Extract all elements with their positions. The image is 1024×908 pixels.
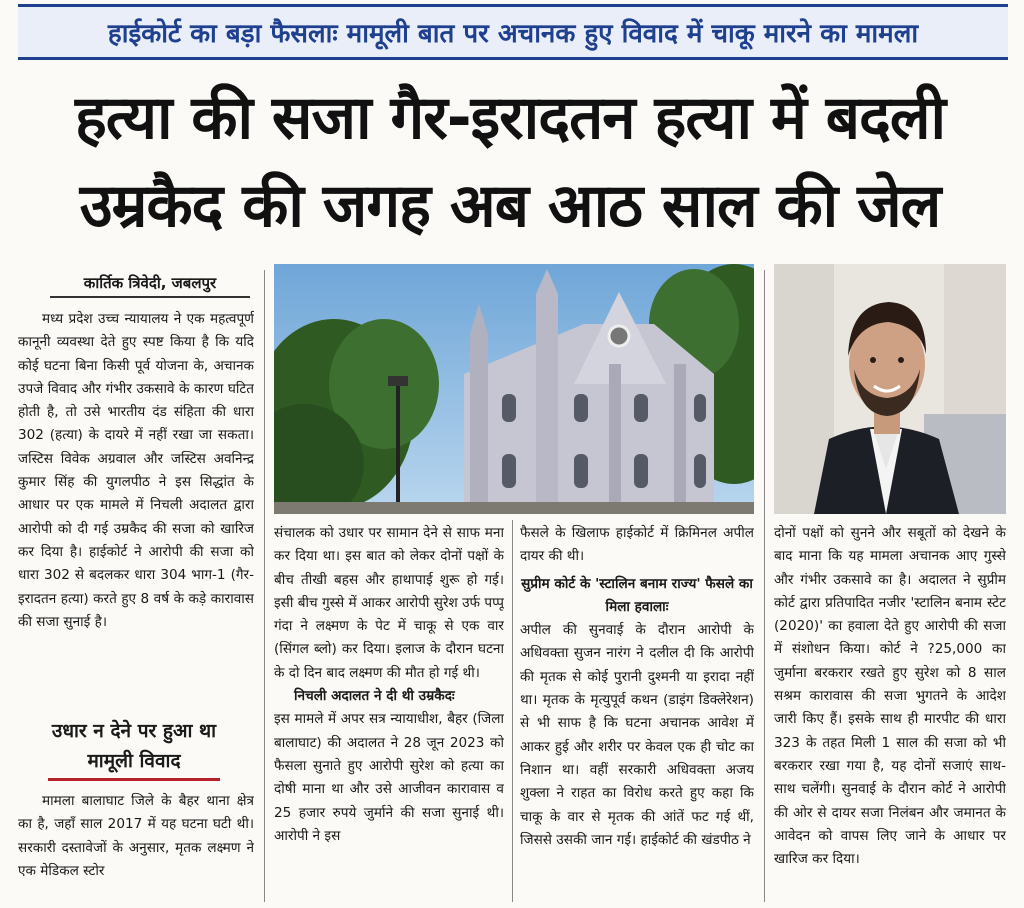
court-building-image <box>274 264 754 514</box>
supreme-court-subhead: सुप्रीम कोर्ट के 'स्टालिन बनाम राज्य' फैसले का मिला हवालाः <box>521 575 753 615</box>
byline: कार्तिक त्रिवेदी, जबलपुर <box>50 270 250 298</box>
court-building-photo <box>274 264 754 514</box>
advocate-portrait-image <box>774 264 1006 514</box>
column-divider <box>512 520 513 902</box>
subhead-line1: उधार न देने पर हुआ था <box>51 720 217 742</box>
article-column-2 <box>274 522 504 902</box>
column2-paragraph1: संचालक को उधार पर सामान देने से साफ मना कर दिया था। इस बात को लेकर दोनों पक्षों के बीच तीखी बहस और हाथापाई शुरू हो गई। इसी बीच गुस्से में आकर आरोपी सुरेश उर्फ पप्पू गंदा ने लक्ष्मण के पेट में चाकू से एक वार (सिंगल ब्लो) कर दिया। इलाज के दौरान घटना के दो दिन बाद लक्ष्मण की मौत हो गई थी। <box>274 525 504 681</box>
column3-paragraph1: फैसले के खिलाफ हाईकोर्ट में क्रिमिनल अपील दायर की थी। <box>520 525 754 565</box>
subhead-rule <box>48 778 220 781</box>
advocate-portrait-photo <box>774 264 1006 514</box>
article-column-4 <box>774 522 1006 902</box>
column2-paragraph2: इस मामले में अपर सत्र न्यायाधीश, बैहर (जिला बालाघाट) की अदालत ने 28 जून 2023 को फैसला सुनाते हुए आरोपी सुरेश को हत्या का दोषी माना था और उसे आजीवन कारावास व 25 हजार रुपये जुर्माने की सजा सुनाई थी। आरोपी ने इस <box>274 711 504 844</box>
main-headline-line2: उम्रकैद की जगह अब आठ साल की जेल <box>79 171 941 241</box>
article-column-1-bottom <box>18 790 254 902</box>
lower-court-subhead: निचली अदालत ने दी थी उम्रकैदः <box>294 688 455 705</box>
column-divider <box>264 270 265 902</box>
main-headline-line1: हत्या की सजा गैर-इरादतन हत्या में बदली <box>74 83 946 153</box>
subhead-block <box>18 716 250 781</box>
kicker-headline: हाईकोर्ट का बड़ा फैसलाः मामूली बात पर अचानक हुए विवाद में चाकू मारने का मामला <box>18 4 1008 60</box>
column4-paragraph1: दोनों पक्षों को सुनने और सबूतों को देखने के बाद माना कि यह मामला अचानक आए गुस्से और गंभीर उकसावे का है। अदालत ने सुप्रीम कोर्ट द्वारा प्रतिपादित नजीर 'स्टालिन बनाम स्टेट (2020)' का हवाला देते हुए आरोपी की सजा में संशोधन किया। कोर्ट ने ?25,000 का जुर्माना बरकरार रखते हुए सुरेश को 8 साल सश्रम कारावास की सजा भुगतने के आदेश जारी किए हैं। इसके साथ ही मारपीट की धारा 323 के तहत मिली 1 साल की सजा को भी बरकरार रखा गया है, यह दोनों सजाएं साथ-साथ चलेंगी। सुनवाई के दौरान कोर्ट ने आरोपी की ओर से दायर सजा निलंबन और जमानत के आवेदन को वापस लिए जाने के आधार पर खारिज कर दिया। <box>774 525 1006 868</box>
intro-paragraph: मध्य प्रदेश उच्च न्यायालय ने एक महत्वपूर्ण कानूनी व्यवस्था देते हुए स्पष्ट किया है कि यदि कोई घटना बिना किसी पूर्व योजना के, अचानक उपजे विवाद और गंभीर उकसावे के कारण घटित होती है, तो उसे भारतीय दंड संहिता की धारा 302 (हत्या) के दायरे में नहीं रखा जा सकता। जस्टिस विवेक अग्रवाल और जस्टिस अवनिन्द्र कुमार सिंह की युगलपीठ ने इस सिद्धांत के आधार पर एक मामले में निचली अदालत द्वारा आरोपी को दी गई उम्रकैद की सजा को खारिज कर दिया है। हाईकोर्ट ने आरोपी की सजा को धारा 302 से बदलकर धारा 304 भाग-1 (गैर-इरादतन हत्या) करते हुए 8 वर्ष के कड़े कारावास की सजा सुनाई है। <box>18 311 254 630</box>
article-column-1 <box>18 308 254 708</box>
column-divider <box>764 270 765 902</box>
subhead-line2: मामूली विवाद <box>87 750 181 772</box>
background-paragraph: मामला बालाघाट जिले के बैहर थाना क्षेत्र का है, जहाँ साल 2017 में यह घटना घटी थी। सरकारी दस्तावेजों के अनुसार, मृतक लक्ष्मण ने एक मेडिकल स्टोर <box>18 793 254 879</box>
column3-paragraph2: अपील की सुनवाई के दौरान आरोपी के अधिवक्ता सुजन नारंग ने दलील दी कि आरोपी की मृतक से कोई पुरानी दुश्मनी या इरादा नहीं था। मृतक के मृत्युपूर्व कथन (डाइंग डिक्लेरेशन) से भी साफ है कि घटना अचानक आवेश में आकर हुई और शरीर पर केवल एक ही चोट का निशान था। वहीं सरकारी अधिवक्ता अजय शुक्ला ने राहत का विरोध करते हुए कहा कि चाकू के वार से मृतक की आंतें फट गई थीं, जिससे उसकी जान गई। हाईकोर्ट की खंडपीठ ने <box>520 622 754 848</box>
article-column-3 <box>520 522 754 902</box>
